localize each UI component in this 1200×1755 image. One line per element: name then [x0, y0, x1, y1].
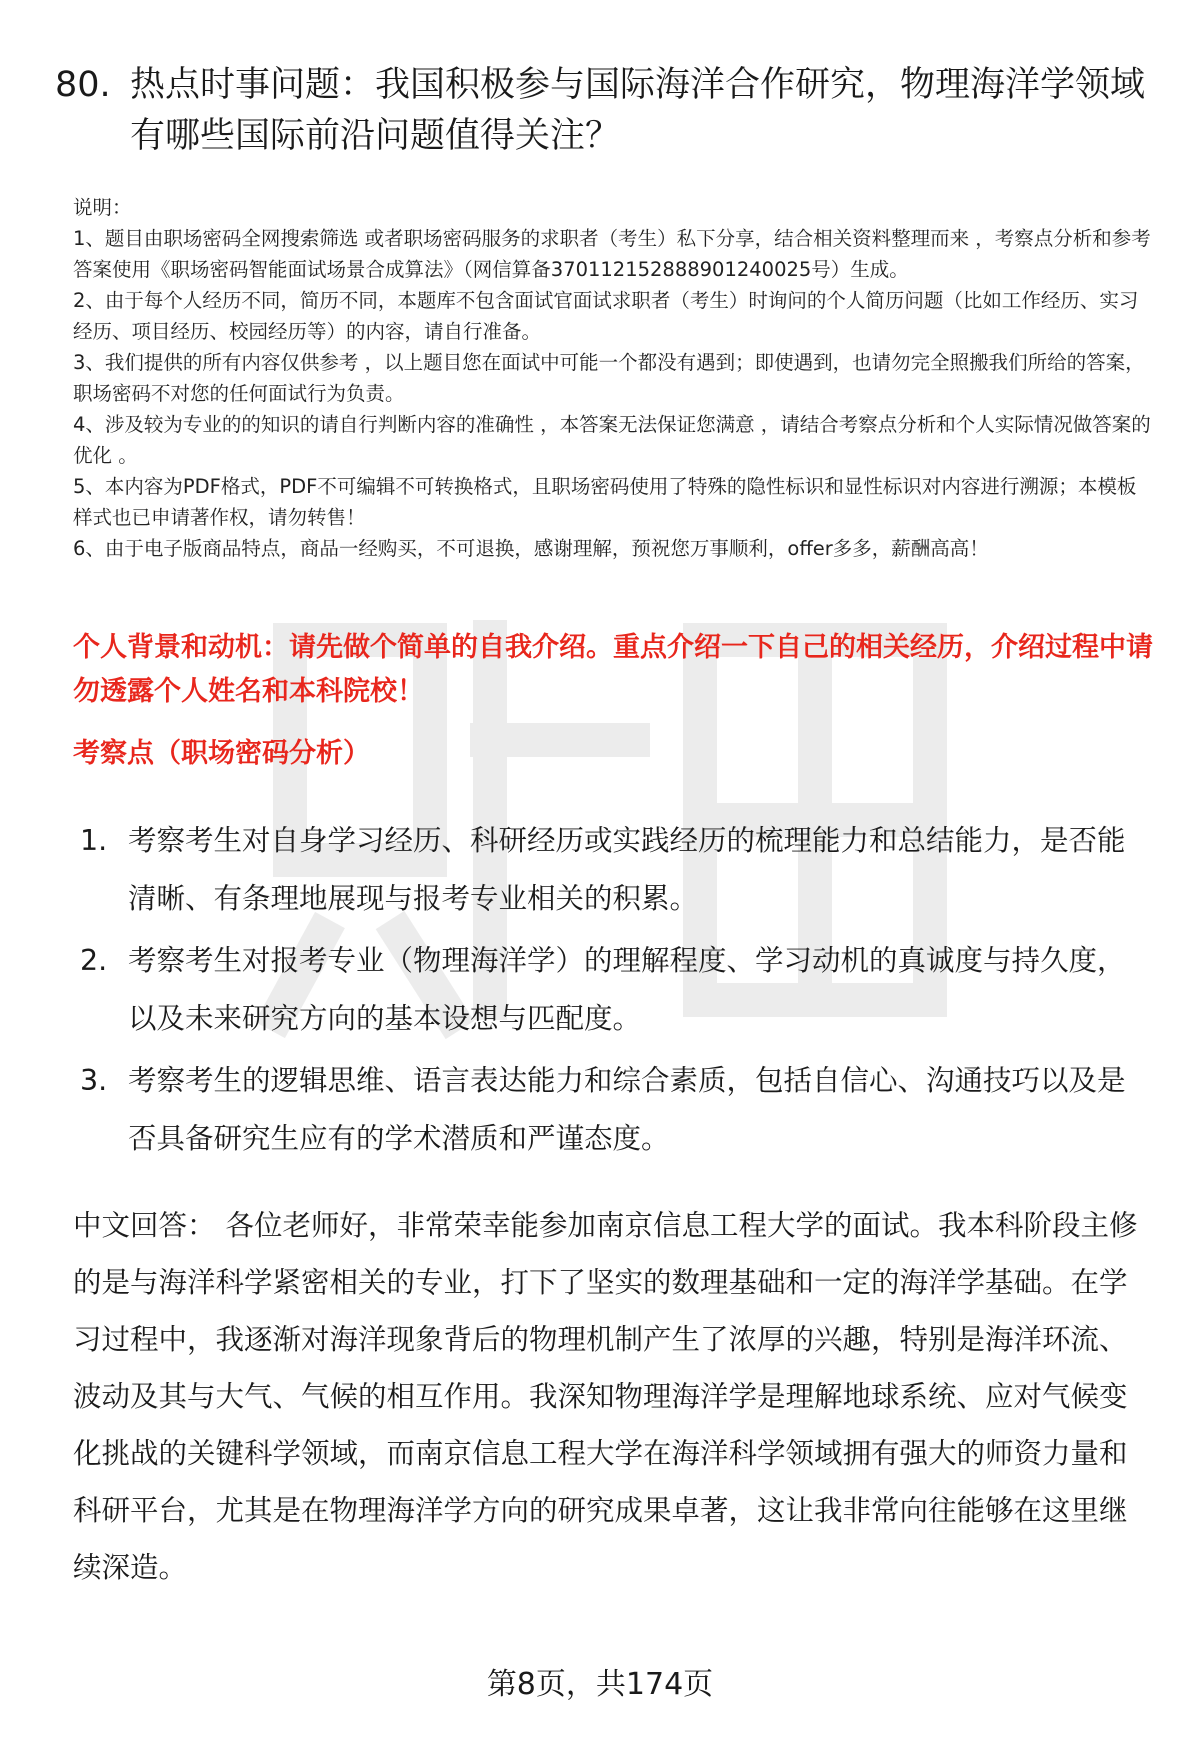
question-number: 80. [55, 65, 111, 105]
analysis-point [80, 812, 1150, 928]
note-item: 5、本内容为PDF格式，PDF不可编辑不可转换格式，且职场密码使用了特殊的隐性标识和显性标识对内容进行溯源；本模板样式也已申请著作权，请勿转售！ [73, 475, 1137, 529]
point-text: 考察考生对自身学习经历、科研经历或实践经历的梳理能力和总结能力，是否能清晰、有条理地展现与报考专业相关的积累。 [128, 824, 1126, 915]
question-title [55, 60, 1145, 162]
background-prompt: 个人背景和动机：请先做个简单的自我介绍。重点介绍一下自己的相关经历，介绍过程中请勿透露个人姓名和本科院校！ [73, 632, 1153, 707]
notes-heading: 说明： [73, 196, 132, 219]
note-item: 4、涉及较为专业的的知识的请自行判断内容的准确性 ，本答案无法保证您满意 ，请结合考察点分析和个人实际情况做答案的优化 。 [73, 413, 1151, 467]
analysis-points [80, 812, 1150, 1172]
note-item: 6、由于电子版商品特点，商品一经购买，不可退换，感谢理解，预祝您万事顺利，offer多多，薪酬高高！ [73, 537, 989, 560]
point-number: 1. [80, 824, 108, 857]
note-item: 2、由于每个人经历不同，简历不同，本题库不包含面试官面试求职者（考生）时询问的个人简历问题（比如工作经历、实习经历、项目经历、校园经历等）的内容，请自行准备。 [73, 289, 1139, 343]
point-text: 考察考生对报考专业（物理海洋学）的理解程度、学习动机的真诚度与持久度，以及未来研究方向的基本设想与匹配度。 [128, 944, 1126, 1035]
answer-section [73, 1197, 1153, 1596]
question-text: 热点时事问题：我国积极参与国际海洋合作研究，物理海洋学领域有哪些国际前沿问题值得关注？ [130, 65, 1146, 156]
note-item: 1、题目由职场密码全网搜索筛选 或者职场密码服务的求职者（考生）私下分享，结合相关资料整理而来 ，考察点分析和参考答案使用《职场密码智能面试场景合成算法》（网信算备370112152888901240025号）生成。 [73, 227, 1151, 281]
answer-label: 中文回答： [73, 1209, 216, 1242]
analysis-heading: 考察点（职场密码分析） [73, 738, 370, 769]
note-item: 3、我们提供的所有内容仅供参考 ，以上题目您在面试中可能一个都没有遇到；即使遇到，也请勿完全照搬我们所给的答案，职场密码不对您的任何面试行为负责。 [73, 351, 1145, 405]
answer-text: 各位老师好，非常荣幸能参加南京信息工程大学的面试。我本科阶段主修的是与海洋科学紧密相关的专业，打下了坚实的数理基础和一定的海洋学基础。在学习过程中，我逐渐对海洋现象背后的物理机制产生了浓厚的兴趣，特别是海洋环流、波动及其与大气、气候的相互作用。我深知物理海洋学是理解地球系统、应对气候变化挑战的关键科学领域，而南京信息工程大学在海洋科学领域拥有强大的师资力量和科研平台，尤其是在物理海洋学方向的研究成果卓著，这让我非常向往能够在这里继续深造。 [73, 1209, 1138, 1584]
notes-section [73, 192, 1153, 564]
analysis-point [80, 932, 1150, 1048]
analysis-point [80, 1052, 1150, 1168]
point-number: 3. [80, 1064, 108, 1097]
page-number: 第8页，共174页 [486, 1667, 714, 1702]
point-text: 考察考生的逻辑思维、语言表达能力和综合素质，包括自信心、沟通技巧以及是否具备研究生应有的学术潜质和严谨态度。 [128, 1064, 1126, 1155]
point-number: 2. [80, 944, 108, 977]
